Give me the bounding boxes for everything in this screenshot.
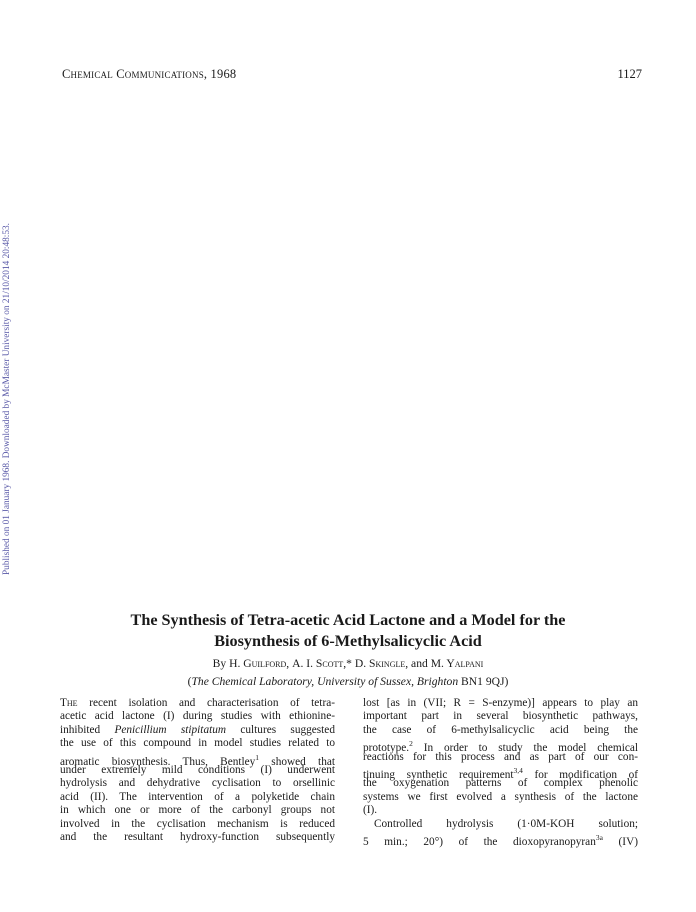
text-line: under extremely mild conditions (I) underwent	[60, 763, 335, 776]
text-line: the case of 6-methylsalicyclic acid being the	[363, 723, 638, 736]
reference-marker[interactable]: 2	[409, 739, 413, 749]
text-line	[60, 724, 335, 737]
text-span: showed that	[259, 755, 335, 768]
running-header: Chemical Communications, 1968	[62, 67, 237, 81]
text-line: hydrolysis and dehydrative cyclisation to orsellinic	[60, 777, 335, 790]
affiliation	[40, 675, 656, 688]
text-line	[363, 831, 638, 848]
text-span: recent isolation and characterisation of tetra-	[77, 697, 335, 709]
author-3: D. Skingle	[354, 657, 406, 670]
text-line: in which one or more of the carbonyl groups not	[60, 804, 335, 817]
text-line: systems we first evolved a synthesis of the lactone	[363, 790, 638, 803]
affil-close: )	[504, 675, 509, 688]
text-line	[60, 697, 335, 710]
authors-prefix: By	[212, 657, 230, 670]
title-line-2: Biosynthesis of 6-Methylsalicyclic Acid	[214, 632, 482, 650]
author-1: H. Guilford	[229, 657, 287, 670]
reference-marker[interactable]: 1	[255, 752, 260, 762]
text-span: cultures suggested	[226, 723, 335, 736]
text-line: the oxygenation patterns of complex phenolic	[363, 777, 638, 790]
text-span: 5 min.; 20°) of the dioxopyranopyran	[363, 835, 596, 848]
text-span: In order to study the model chemical	[412, 741, 638, 754]
affil-open: (	[187, 675, 192, 688]
text-span: aromatic biosynthesis. Thus, Bentley	[60, 755, 256, 768]
text-line	[363, 737, 638, 754]
text-line	[363, 764, 638, 781]
text-line: lost [as in (VII; R = S-enzyme)] appears to play an	[363, 697, 638, 709]
text-line: Controlled hydrolysis (1·0M-KOH solution;	[374, 817, 638, 830]
affil-postcode: BN1 9QJ	[461, 675, 505, 688]
species-name: Penicillium stipitatum	[114, 723, 227, 736]
download-notice[interactable]: Published on 01 January 1968. Downloaded by McMaster University on 21/10/2014 20:48:53.	[2, 223, 12, 575]
body-column-left	[60, 697, 335, 844]
text-span: (IV)	[602, 835, 638, 848]
page-number: 1127	[617, 67, 642, 81]
affil-city: Brighton	[416, 675, 459, 688]
text-span: prototype.	[363, 741, 410, 754]
affil-lab: The Chemical Laboratory,	[191, 675, 315, 688]
title-line-1: The Synthesis of Tetra-acetic Acid Lactone and a Model for the	[130, 611, 566, 629]
text-line: (I).	[363, 804, 378, 817]
text-line: important part in several biosynthetic pathways,	[363, 710, 638, 723]
affil-university: University of Sussex,	[317, 675, 414, 688]
body-column-right	[363, 697, 638, 848]
reference-marker[interactable]: 3,4	[513, 765, 523, 775]
author-2: A. I. Scott,*	[292, 657, 352, 670]
author-list: By H. Guilford, A. I. Scott,* D. Skingle, and M. Yalpani	[212, 657, 484, 670]
article-title	[40, 610, 656, 652]
text-line: the use of this compound in model studies related to	[60, 737, 335, 750]
text-line: involved in the cyclisation mechanism is reduced	[60, 817, 335, 830]
text-line: acetic acid lactone (I) during studies with ethionine-	[60, 710, 335, 723]
text-span: inhibited	[60, 723, 115, 736]
text-span: for modification of	[522, 768, 638, 781]
text-line: reactions for this process and as part of our con-	[363, 750, 638, 763]
text-line	[60, 751, 335, 768]
drop-word: The	[60, 697, 78, 709]
text-span: tinuing synthetic requirement	[363, 768, 514, 781]
author-4: M. Yalpani	[430, 657, 484, 670]
reference-marker[interactable]: 3a	[595, 832, 603, 842]
text-line: acid (II). The intervention of a polyketide chain	[60, 790, 335, 803]
text-line: and the resultant hydroxy-function subsequently	[60, 830, 335, 843]
